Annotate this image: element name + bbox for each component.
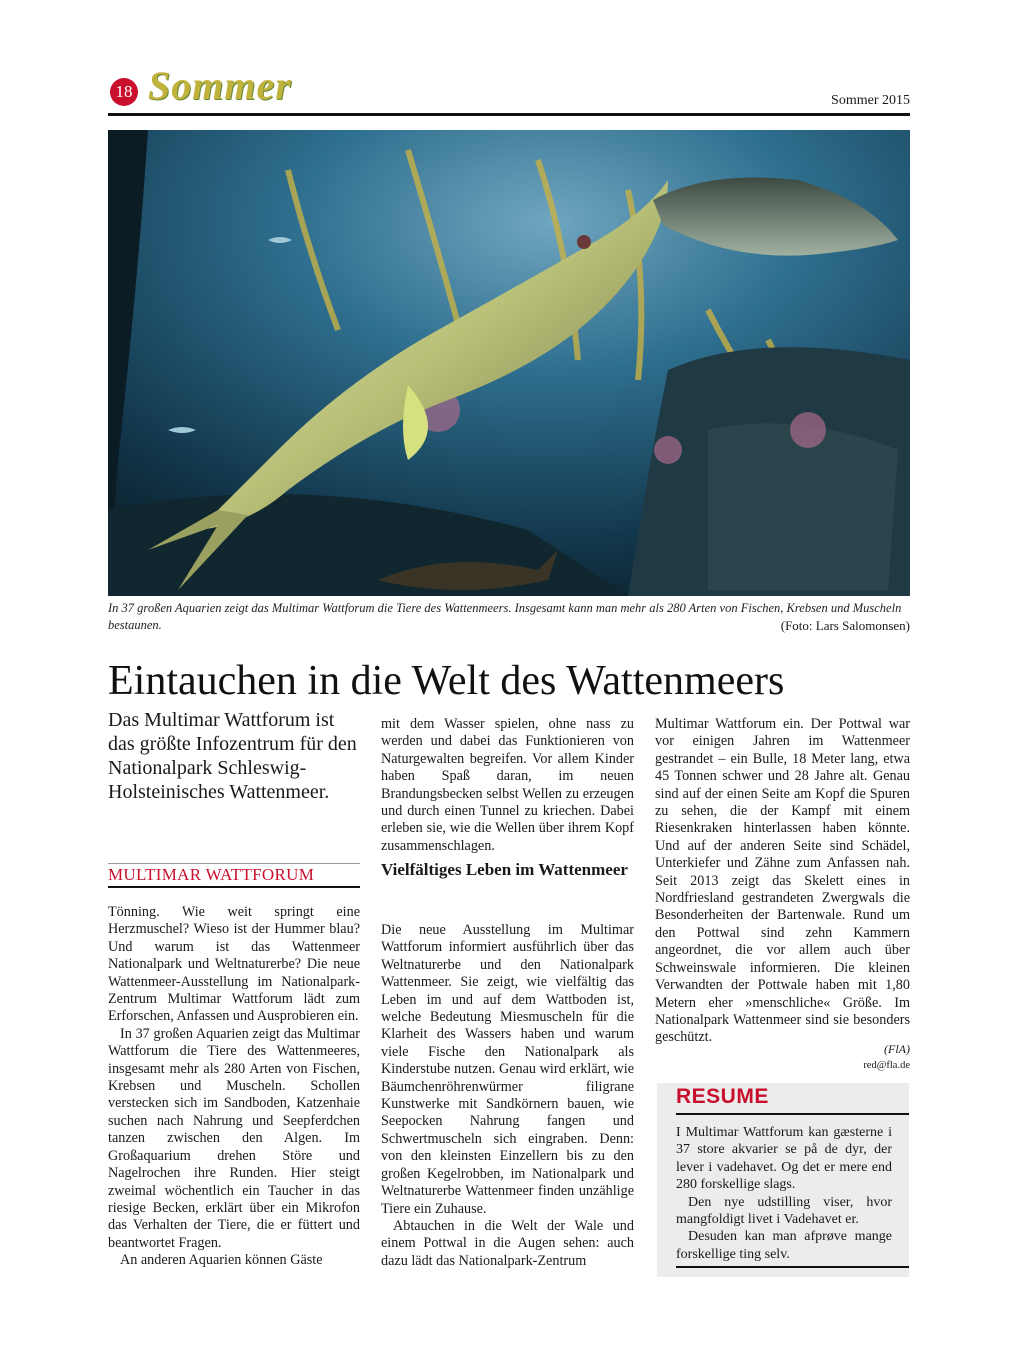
paragraph: Multimar Wattforum ein. Der Pottwal war vor einigen Jahren im Wattenmeer gestrandet – ein Bulle, 18 Meter lang, etwa 45 Tonnen schwer und 28 Jahre alt. Genau sind auf der einen Seite am Kopf die Spuren zu sehen, die der Kampf mit einem Riesenkraken hinterlassen haben könnte. Und auf der anderen Seite sind Schädel, Unterkiefer und Zähne zum Anfassen nah. Seit 2013 zeigt das Skelett eines in Nordfriesland gestrandeten Zwergwals die Besonderheiten der Bartenwale. Rund um den Pottwal sind zehn Kammern angeordnet, die vor allem auch über Schweinswale informieren. Die kleinen Verwandten der Pottwale haben mit 1,80 Metern eher »menschliche« Größe. Im Nationalpark Wattenmeer sind sie besonders geschützt. <box>655 716 910 1046</box>
kicker-rule <box>108 886 360 888</box>
paragraph: Tönning. Wie weit springt eine Herzmuschel? Wieso ist der Hummer blau? Und warum ist das Wattenmeer Nationalpark und Weltnaturerbe? Die neue Wattenmeer-Ausstellung im Nationalpark-Zentrum Multimar Wattforum lädt zum Erforschen, Anfassen und Ausprobieren ein. <box>108 904 360 1025</box>
article-kicker: MULTIMAR WATTFORUM <box>108 865 315 884</box>
header-rule <box>108 113 910 116</box>
article-column-3 <box>655 716 910 1047</box>
article-column-2-top <box>381 716 634 855</box>
paragraph: An anderen Aquarien können Gäste <box>120 1252 323 1269</box>
paragraph: In 37 großen Aquarien zeigt das Multimar Wattforum die Tiere des Wattenmeeres, insgesamt mehr als 280 Arten von Fischen, Krebsen und Muscheln. Schollen verstecken sich im Sandboden, Katzenhaie suchen nach Nahrung und Seepferdchen tanzen zwischen den Algen. Im Großaquarium drehen Störe und Nagelrochen ihre Runden. Hier steigt zweimal wöchentlich ein Taucher in das riesige Becken, erklärt über ein Mikrofon das Verhalten der Tiere, die er füttert und beantwortet Fragen. <box>108 1025 360 1251</box>
article-lead: Das Multimar Wattforum ist das größte Infozentrum für den Nationalpark Schleswig-Holsteinisches Wattenmeer. <box>108 709 357 803</box>
resume-paragraph: I Multimar Wattforum kan gæsterne i 37 store akvarier se på de dyr, der lever i vadehavet. Og det er mere end 280 forskellige slags. <box>676 1125 892 1193</box>
paragraph: Abtauchen in die Welt der Wale und einem Pottwal in die Augen sehen: auch dazu lädt das Nationalpark-Zentrum <box>381 1217 634 1269</box>
resume-bottom-rule <box>676 1266 909 1268</box>
resume-rule <box>676 1113 909 1115</box>
page-number-badge: 18 <box>110 78 138 106</box>
article-column-1 <box>108 904 360 1270</box>
aquarium-photo <box>108 130 910 596</box>
author-signature: (FlA) <box>884 1042 910 1056</box>
resume-paragraph: Desuden kan man afprøve mange forskellige ting selv. <box>676 1229 892 1262</box>
photo-caption: In 37 großen Aquarien zeigt das Multimar Wattforum die Tiere des Wattenmeers. Insgesamt kann man mehr als 280 Arten von Fischen, Krebsen und Muscheln bestaunen. <box>108 601 902 632</box>
section-logo: Sommer <box>148 63 292 108</box>
article-headline: Eintauchen in die Welt des Wattenmeers <box>108 658 785 704</box>
kicker-rule-top <box>108 863 360 864</box>
edition-label: Sommer 2015 <box>831 93 910 108</box>
paragraph: mit dem Wasser spielen, ohne nass zu werden und dabei das Funktionieren von Naturgewalten begreifen. Vor allem Kinder haben Spaß daran, im neuen Brandungsbecken selbst Wellen zu erzeugen und durch einen Tunnel zu kriechen. Dabei erleben sie, wie die Wellen über ihrem Kopf zusammenschlagen. <box>381 716 634 854</box>
resume-text <box>676 1124 892 1263</box>
contact-email: red@fla.de <box>863 1060 910 1071</box>
article-column-2-bottom <box>381 922 634 1270</box>
paragraph: Die neue Ausstellung im Multimar Wattforum informiert ausführlich über das Weltnaturerbe und den Nationalpark Wattenmeer. Sie zeigt, wie vielfältig das Leben im und auf dem Wattboden ist, welche Bedeutung Miesmuscheln für die Klarheit des Wassers haben und warum viele Fische den Nationalpark als Kinderstube nutzen. Genau wird erklärt, wie Bäumchenröhrenwürmer filigrane Kunstwerke mit Sandkörnern bauen, wie Seepocken Nahrung fangen und Schwertmuscheln sich eingraben. Denn: von den kleinsten Einzellern bis zu den großen Kegelrobben, im Nationalpark und Weltnaturerbe Wattenmeer finden unzählige Tiere ein Zuhause. <box>381 922 634 1217</box>
photo-credit: (Foto: Lars Salomonsen) <box>780 618 910 633</box>
article-subhead: Vielfältiges Leben im Wattenmeer <box>381 860 628 879</box>
resume-title: RESUME <box>676 1085 769 1108</box>
resume-paragraph: Den nye udstilling viser, hvor mangfoldigt livet i Vadehavet er. <box>676 1194 892 1228</box>
